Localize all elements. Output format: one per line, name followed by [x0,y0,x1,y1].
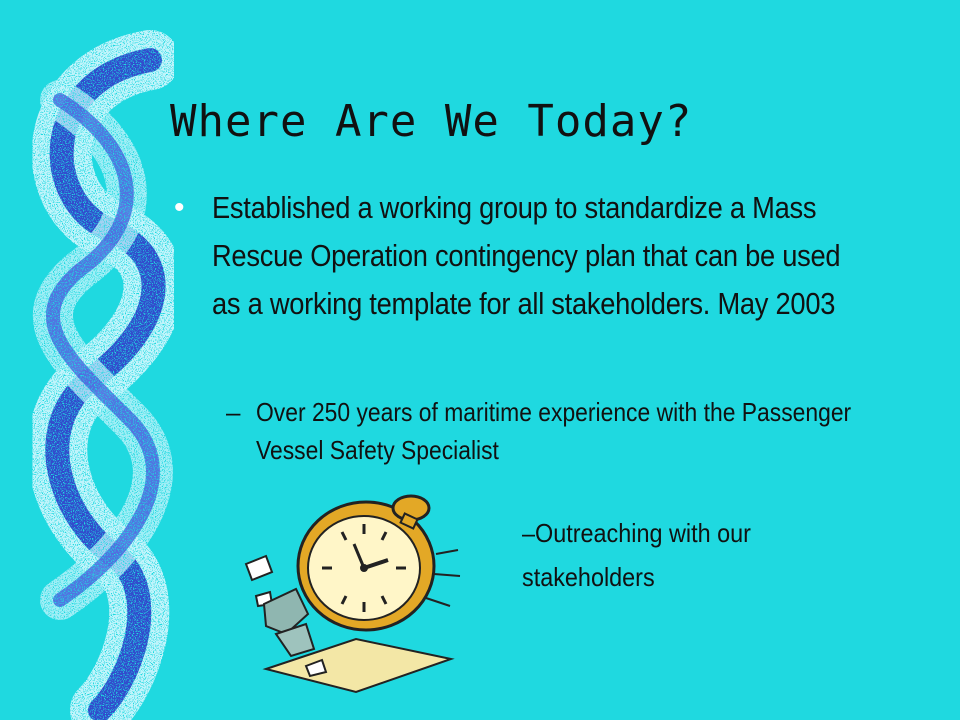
outreach-text: –Outreaching with our stakeholders [522,518,751,592]
bullet-marker: • [174,191,185,224]
sub-bullet-text: Over 250 years of maritime experience with the Passenger Vessel Safety Specialist [256,397,852,465]
outreach-note [522,511,902,599]
slide-title: Where Are We Today? [170,96,693,147]
clock-clipart [236,494,466,694]
sub-bullet-marker: – [226,397,241,427]
main-bullet-text: Established a working group to standardize a Mass Rescue Operation contingency plan that can be used as a working template for all stakeholders. May 2003 [212,190,841,321]
